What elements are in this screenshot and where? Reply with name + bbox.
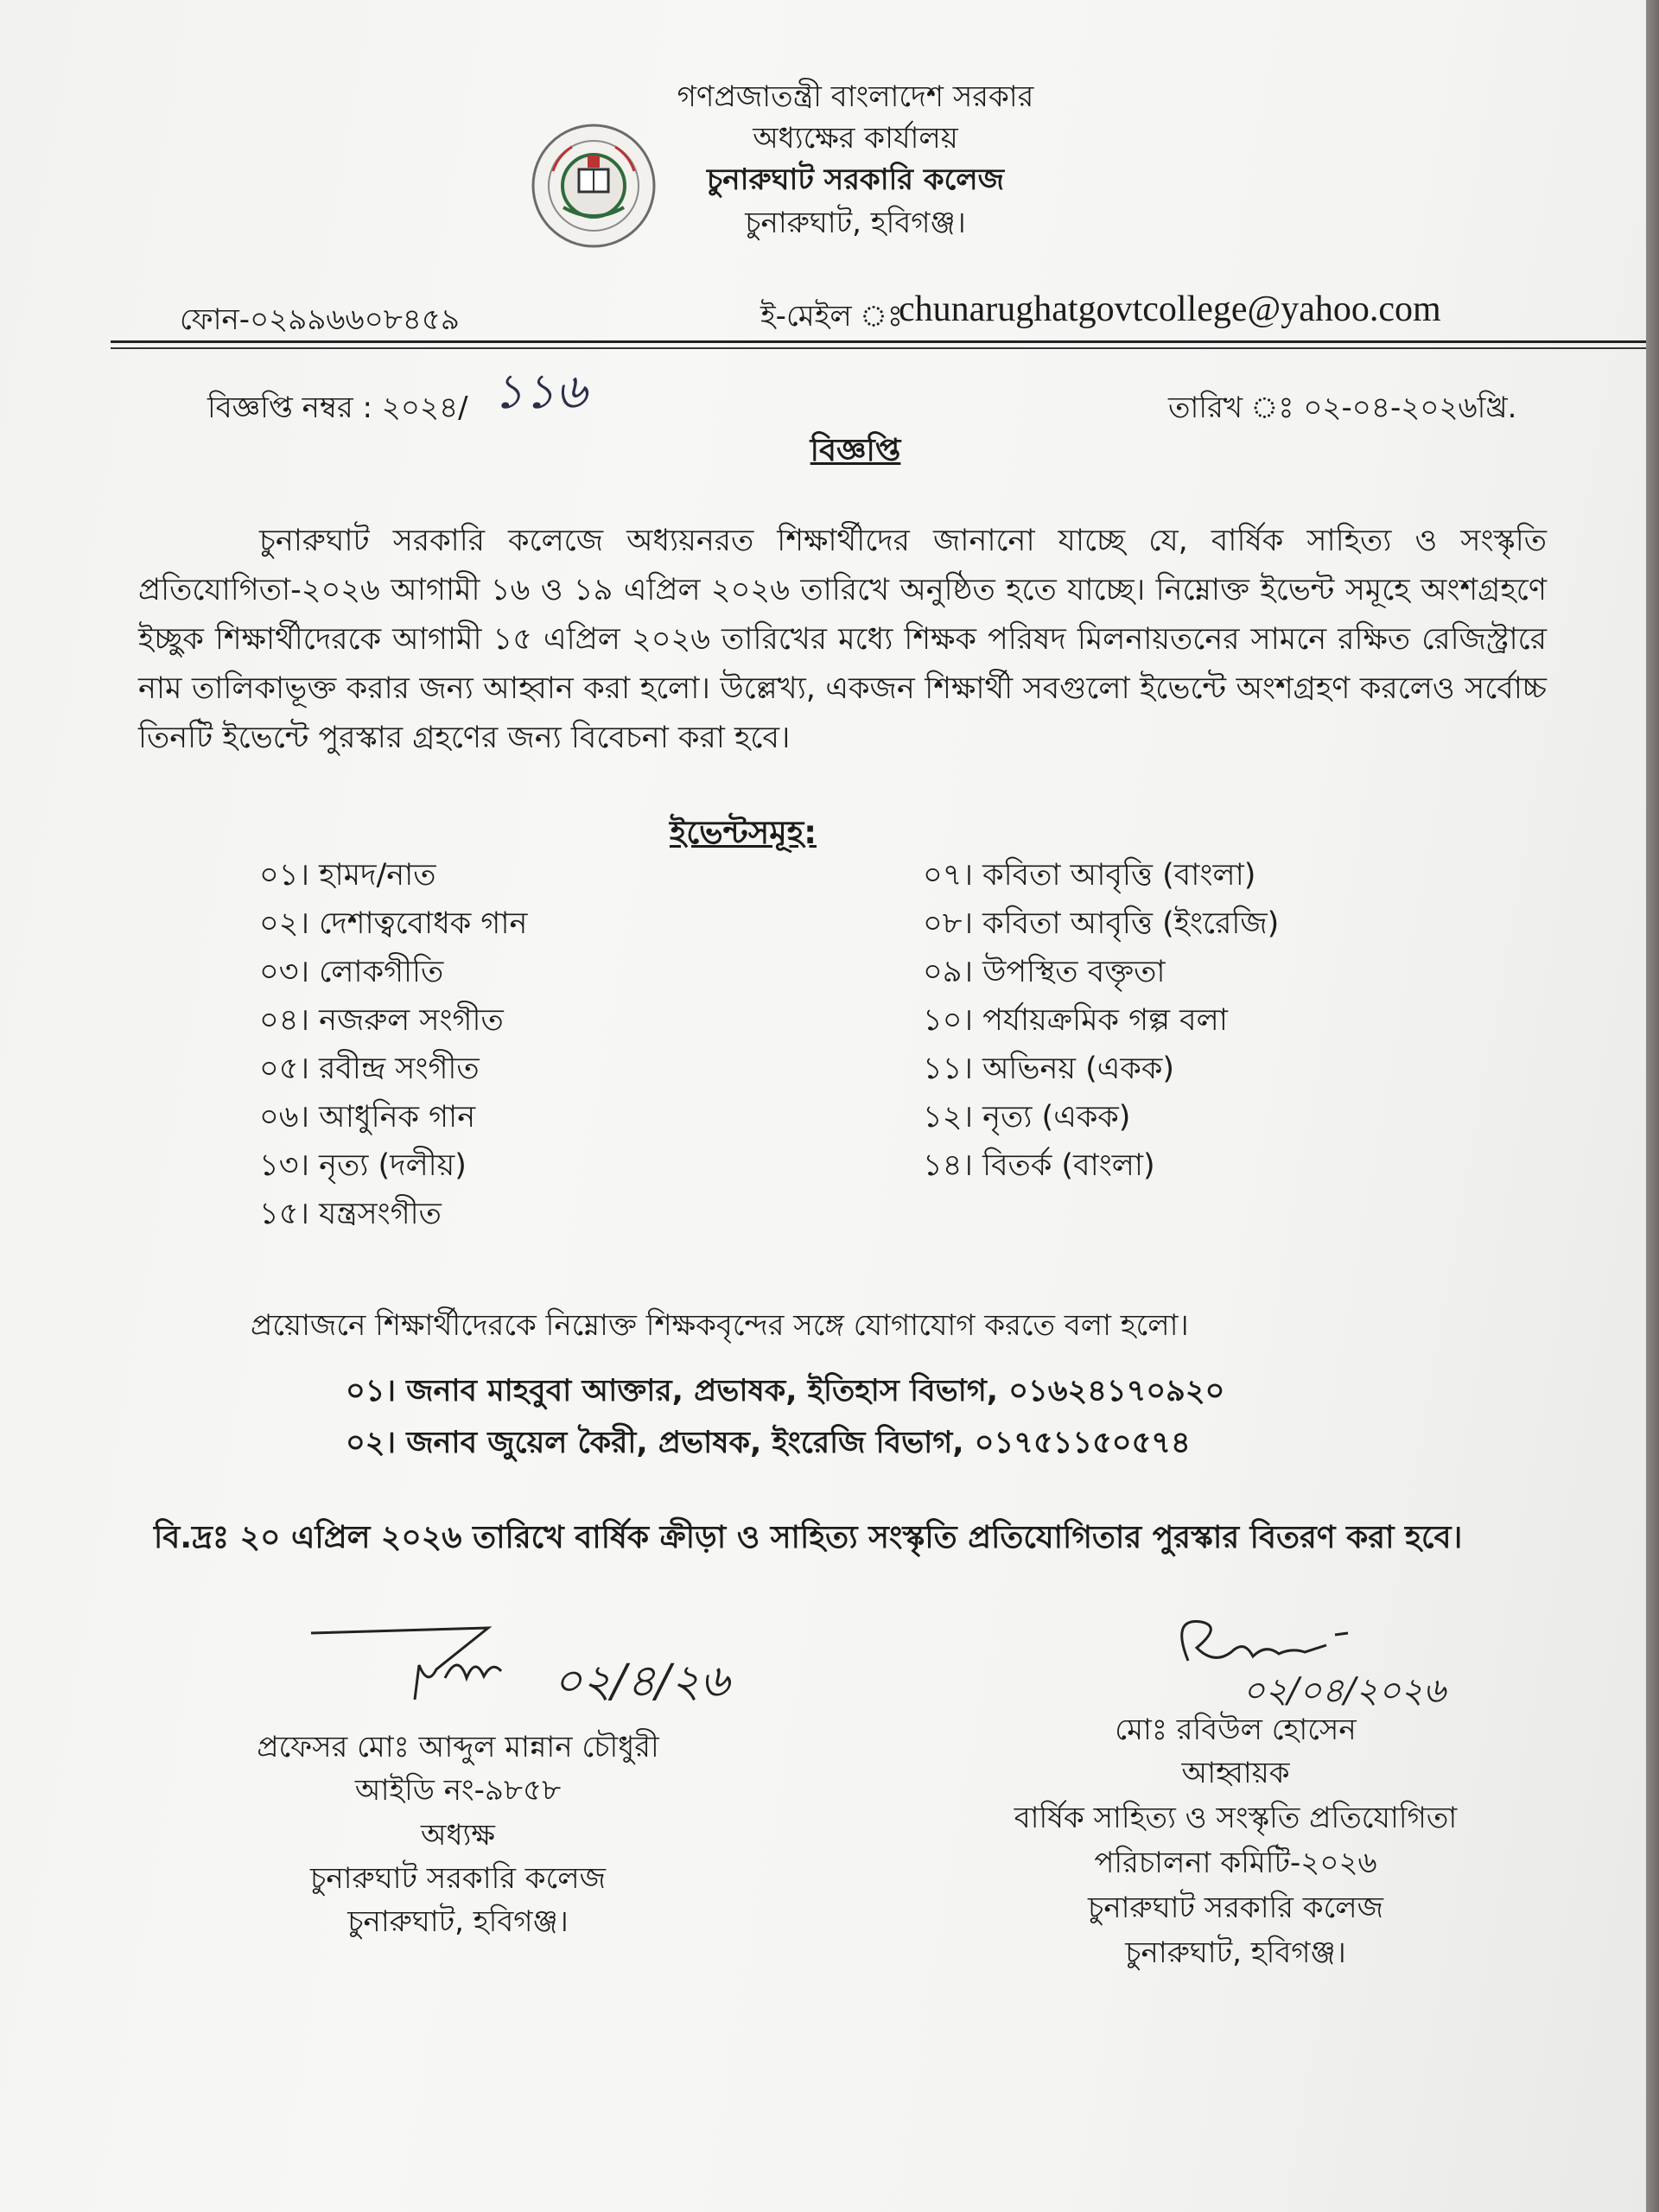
signature-right-date: ০২/০৪/২০২৬ <box>1243 1671 1446 1711</box>
right-signatory-committee-year: পরিচালনা কমিটি-২০২৬ <box>1094 1846 1377 1880</box>
signature-left-date: ০২/৪/২৬ <box>553 1656 730 1707</box>
header-divider-thin <box>111 347 1646 349</box>
notice-date: তারিখ ঃ ০২-০৪-২০২৬খ্রি. <box>1168 391 1517 425</box>
signature-left-icon <box>307 1618 583 1713</box>
email-address: chunarughatgovtcollege@yahoo.com <box>899 289 1441 329</box>
notice-number-label: বিজ্ঞপ্তি নম্বর : ২০২৪/ <box>207 391 468 425</box>
left-signatory-address: চুনারুঘাট, হবিগঞ্জ। <box>347 1904 569 1939</box>
right-signatory-committee: বার্ষিক সাহিত্য ও সংস্কৃতি প্রতিযোগিতা <box>1014 1801 1458 1835</box>
header-divider <box>111 340 1646 343</box>
left-signatory-id: আইডি নং-৯৮৫৮ <box>354 1773 562 1808</box>
events-right-column <box>923 851 1279 1190</box>
contact-item: ০১। জনাব মাহবুবা আক্তার, প্রভাষক, ইতিহাস বিভাগ, ০১৬২৪১৭০৯২০ <box>346 1374 1225 1408</box>
event-item: ০১। হামদ/নাত <box>259 858 436 893</box>
header-college-name: চুনারুঘাট সরকারি কলেজ <box>706 162 1005 197</box>
contact-item: ০২। জনাব জুয়েল কৈরী, প্রভাষক, ইংরেজি বিভাগ, ০১৭৫১১৫০৫৭৪ <box>346 1426 1191 1460</box>
events-heading: ইভেন্টসমূহ: <box>669 814 817 851</box>
event-item: ০৭। কবিতা আবৃত্তি (বাংলা) <box>923 858 1256 893</box>
event-item: ১৩। নৃত্য (দলীয়) <box>259 1148 467 1183</box>
right-signatory-office: চুনারুঘাট সরকারি কলেজ <box>1087 1891 1384 1925</box>
header-address: চুনারুঘাট, হবিগঞ্জ। <box>745 206 966 240</box>
right-signatory-address: চুনারুঘাট, হবিগঞ্জ। <box>1125 1936 1346 1970</box>
phone-number: ফোন-০২৯৯৬৬০৮৪৫৯ <box>180 302 460 337</box>
event-item: ০৮। কবিতা আবৃত্তি (ইংরেজি) <box>923 906 1280 941</box>
event-item: ১১। অভিনয় (একক) <box>923 1052 1175 1086</box>
left-signatory-office: চুনারুঘাট সরকারি কলেজ <box>309 1861 607 1896</box>
left-signatory-designation: অধ্যক্ষ <box>421 1818 495 1853</box>
contacts-intro: প্রয়োজনে শিক্ষার্থীদেরকে নিম্নোক্ত শিক্ষকবৃন্দের সঙ্গে যোগাযোগ করতে বলা হলো। <box>251 1308 1189 1343</box>
notice-title: বিজ্ঞপ্তি <box>810 433 901 468</box>
table-surface <box>1646 0 1659 2212</box>
event-item: ১২। নৃত্য (একক) <box>923 1100 1131 1135</box>
right-signatory-designation: আহ্বায়ক <box>1181 1756 1290 1790</box>
footnote: বি.দ্রঃ ২০ এপ্রিল ২০২৬ তারিখে বার্ষিক ক্রীড়া ও সাহিত্য সংস্কৃতি প্রতিযোগিতার পুরস্কার বিতরণ করা হবে। <box>154 1520 1463 1555</box>
notice-body: চুনারুঘাট সরকারি কলেজে অধ্যয়নরত শিক্ষার্থীদের জানানো যাচ্ছে যে, বার্ষিক সাহিত্য ও সংস্কৃতি প্রতিযোগিতা-২০২৬ আগামী ১৬ ও ১৯ এপ্রিল ২০২৬ তারিখে অনুষ্ঠিত হতে যাচ্ছে। নিম্নোক্ত ইভেন্ট সমূহে অংশগ্রহণে ইচ্ছুক শিক্ষার্থীদেরকে আগামী ১৫ এপ্রিল ২০২৬ তারিখের মধ্যে শিক্ষক পরিষদ মিলনায়তনের সামনে রক্ষিত রেজিস্ট্রারে নাম তালিকাভূক্ত করার জন্য আহ্বান করা হলো। উল্লেখ্য, একজন শিক্ষার্থী সবগুলো ইভেন্টে অংশগ্রহণ করলেও সর্বোচ্চ তিনটি ইভেন্টে পুরস্কার গ্রহণের জন্য বিবেচনা করা হবে। <box>138 524 1547 755</box>
event-item: ১৪। বিতর্ক (বাংলা) <box>923 1148 1155 1183</box>
header-office: অধ্যক্ষের কার্যালয় <box>753 121 958 156</box>
event-item: ০৪। নজরুল সংগীত <box>259 1003 504 1038</box>
notice-number-handwritten: ১১৬ <box>493 364 588 420</box>
event-item: ০২। দেশাত্ববোধক গান <box>259 906 528 941</box>
event-item: ১৫। যন্ত্রসংগীত <box>259 1197 442 1231</box>
left-signatory-name: প্রফেসর মোঃ আব্দুল মান্নান চৌধুরী <box>257 1730 659 1764</box>
event-item: ০৬। আধুনিক গান <box>259 1100 476 1135</box>
events-left-column <box>259 851 527 1238</box>
event-item: ০৯। উপস্থিত বক্তৃতা <box>923 955 1166 989</box>
email-label: ই-মেইল ঃ <box>760 299 904 334</box>
right-signatory-name: মোঃ রবিউল হোসেন <box>1115 1713 1357 1747</box>
event-item: ১০। পর্যায়ক্রমিক গল্প বলা <box>923 1003 1228 1038</box>
event-item: ০৩। লোকগীতি <box>259 955 444 989</box>
event-item: ০৫। রবীন্দ্র সংগীত <box>259 1052 480 1086</box>
header-government: গণপ্রজাতন্ত্রী বাংলাদেশ সরকার <box>677 79 1034 114</box>
